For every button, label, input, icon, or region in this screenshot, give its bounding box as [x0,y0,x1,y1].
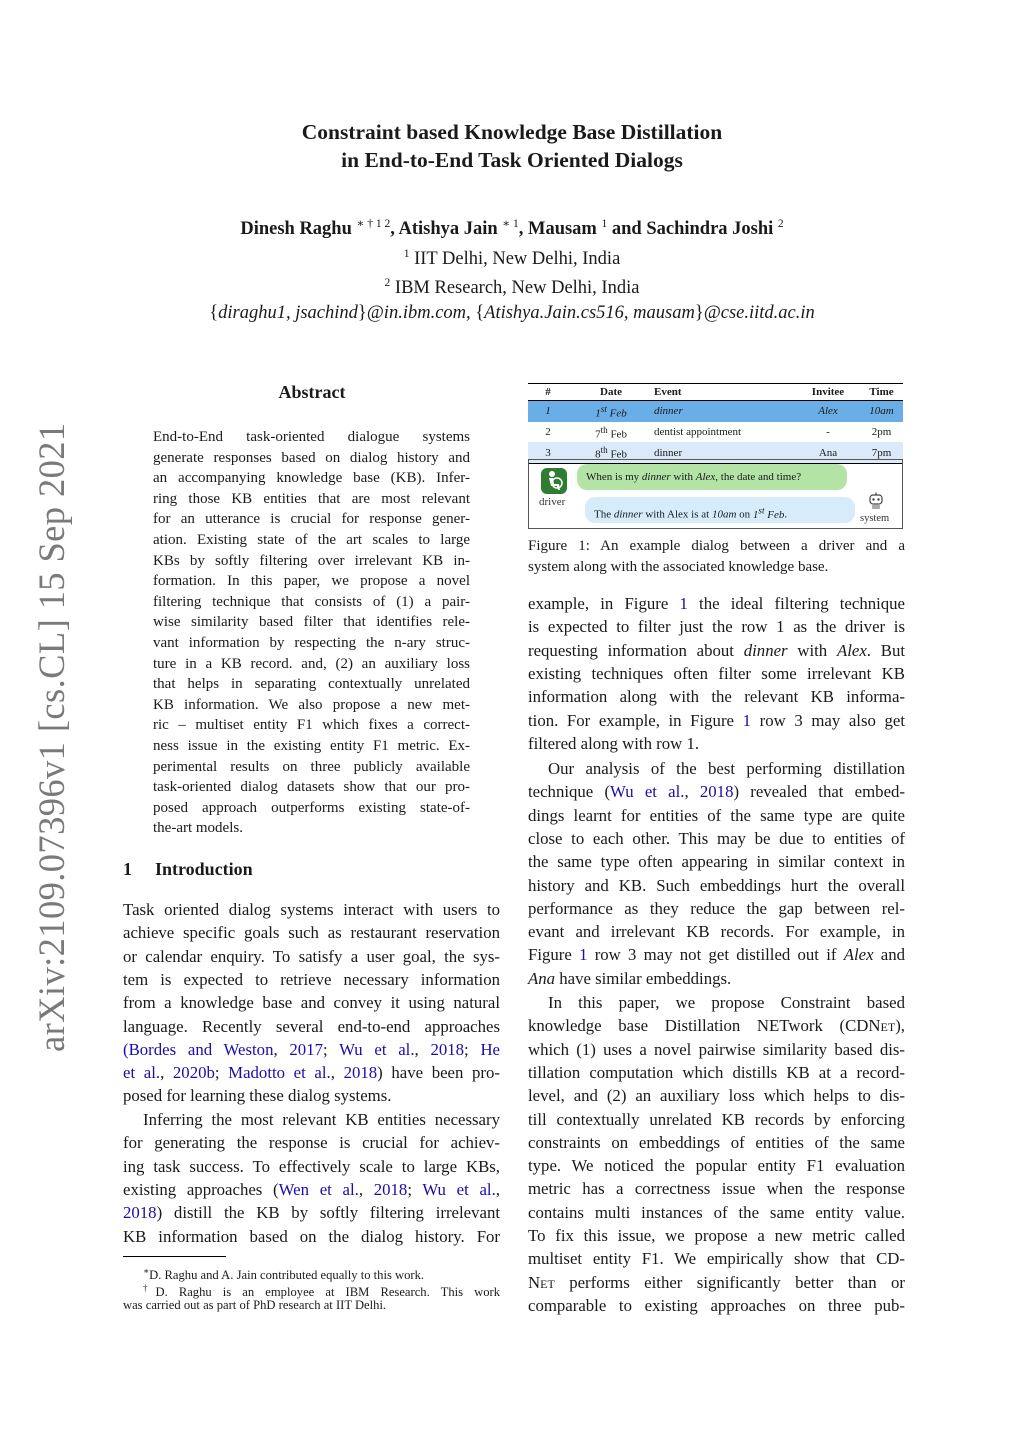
body-text: technique ( [528,782,611,802]
punctuation: , [358,1179,374,1199]
date-month: Feb [610,448,627,461]
body-line: constraints on embeddings of entities of the same [528,1132,905,1152]
table-cell [568,422,654,443]
date-day: 7 [595,428,601,441]
abstract-line: the-art models. [153,820,243,837]
author-marks: 1 [601,218,608,230]
body-line [528,1271,905,1294]
abstract-line: vant information by respecting the n-ary struc- [153,635,470,651]
abstract-line: an accompanying knowledge base (KB). Infer- [153,470,470,487]
body-line: is expected to filter just the row 1 as the driver is [528,617,905,637]
body-line [528,1014,905,1037]
dialog-example [528,459,903,529]
date-suffix: th [600,445,608,456]
footnote-text: D. Raghu is an employee at IBM Research. This work [155,1285,500,1300]
author-conjunction: and [611,219,647,240]
model-name: Net [528,1272,555,1292]
body-line: multiset entity F1. We empirically show that CD- [528,1249,905,1269]
citation-link[interactable]: He [480,1039,501,1059]
section-title: Introduction [155,859,253,879]
body-text: row 3 may not get distilled out if [587,945,844,965]
table-cell: Alex [796,401,860,422]
body-line: ing task success. To effectively scale to large KBs, [123,1156,500,1176]
body-text: performs either significantly better than or [554,1272,905,1292]
system-message [585,497,855,523]
body-line: tem is expected to retrieve necessary information [123,969,500,989]
message-text: The [594,508,614,521]
citation-text: ( [123,1039,129,1059]
affiliation-mark: 1 [403,247,410,260]
footnote-mark: ∗ [143,1266,150,1276]
section-number: 1 [123,859,132,879]
abstract-line: ness issue in the existing entity F1 metric. Ex- [153,738,470,754]
body-line: filtered along with row 1. [528,733,700,753]
caption-line: Figure 1: An example dialog between a driver and a [528,538,905,554]
driver-message [577,464,847,490]
body-line: tillation computation which distills KB at a record- [528,1062,905,1082]
body-line [528,592,905,615]
citation-link[interactable]: Wen et al. [278,1179,359,1199]
body-line: Our analysis of the best performing distillation [548,759,905,778]
body-line: the same type often appearing in similar context in [528,852,905,872]
knowledge-base-table [528,383,903,464]
body-line: In this paper, we propose Constraint based [548,993,905,1012]
punctuation: , [330,1063,344,1083]
figure-link[interactable]: 1 [579,945,588,965]
body-text: ) revealed that embed- [733,782,906,802]
author-marks: 2 [777,218,784,230]
citation-link[interactable]: 2018 [373,1179,408,1199]
message-text: on [736,508,753,521]
emphasis-text: Ana [528,968,556,988]
message-entity [752,505,785,521]
message-text: with [670,471,696,483]
table-cell: dinner [654,442,796,463]
abstract-line: filtering technique that consists of (1) a pair- [153,593,470,610]
table-cell: 2 [528,422,568,443]
author-block [100,212,924,325]
message-text: . [784,508,788,521]
affiliation [100,242,924,272]
abstract-line: generate responses based on dialog history and [153,449,470,466]
citation-link[interactable]: 2018 [343,1063,378,1083]
affiliation-text: IBM Research, New Delhi, India [394,278,640,299]
table-cell: 7pm [860,442,903,463]
abstract-line: formation. In this paper, we propose a novel [153,573,470,590]
author-name: Atishya Jain [398,219,498,240]
body-text: ) have been pro- [377,1063,500,1083]
body-text: example, in Figure [528,594,680,613]
caption-line: system along with the associated knowledge base. [528,558,829,575]
table-row [528,401,903,422]
body-text: with [787,640,837,660]
citation-link[interactable]: Madotto et al. [228,1063,331,1083]
message-text: , the date and time? [715,471,802,483]
date-day: 1 [595,407,601,420]
punctuation: , [273,1039,290,1059]
table-cell: 2pm [860,422,903,443]
email-users: diraghu1, jsachind [218,302,358,323]
punctuation: ; [322,1039,340,1059]
abstract-line: task-oriented dialog datasets show that our pro- [153,779,470,796]
body-line: or calendar enquiry. To satisfy a user goal, the sys- [123,946,500,966]
message-entity: 10am [711,508,737,521]
title-line: in End-to-End Task Oriented Dialogs [341,148,683,172]
message-entity: Alex [695,471,716,483]
figure-caption [528,536,905,577]
message-text: When is my [586,471,642,483]
punctuation: , [414,1039,431,1059]
figure-link[interactable]: 1 [742,710,751,730]
citation-text: Bordes and Weston [128,1039,274,1059]
body-line [528,780,905,803]
body-line: till contextually unrelated KB records by enforcing [528,1109,905,1129]
citation-link[interactable]: Wu et al. [422,1179,496,1199]
body-text: the ideal filtering technique [687,594,905,613]
robot-icon [868,492,884,510]
table-cell: - [796,422,860,443]
punctuation: ; [464,1039,481,1059]
message-entity-part: st [758,505,765,515]
citation-link[interactable]: Wu et al. [339,1039,415,1059]
body-line: type. We noticed the popular entity F1 evaluation [528,1156,905,1176]
citation-link[interactable]: 2018 [430,1039,465,1059]
abstract-line: ation. Existing state of the art scales to large [153,532,470,548]
abstract-line: ture in a KB record. and, (2) an auxiliary loss [153,655,470,672]
body-line: information along with the relevant KB informa- [528,687,905,707]
body-line: To fix this issue, we propose a new metric called [528,1226,905,1245]
author-names: Dinesh Raghu $^{∗ \dagger 1 2}$, Atishya Jain $^{∗ 1}$, Mausam $^1$ and Sachindra Joshi $^2$ [240,218,784,240]
body-line [123,1038,500,1061]
body-text: ), [895,1016,905,1036]
driver-icon [541,468,567,494]
driver-label: driver [539,496,566,508]
affiliation-mark: 2 [384,277,391,290]
abstract-heading: Abstract [278,382,346,402]
abstract-line: KBs by softly filtering over irrelevant KB in- [153,552,470,569]
date-day: 8 [595,448,601,461]
body-line [123,1201,500,1224]
author-emails: {diraghu1, jsachind}@in.ibm.com, {Atishya.Jain.cs516, mausam}@cse.iitd.ac.in [209,302,815,323]
section-heading [123,859,253,880]
abstract-line: KB information. We also propose a new met- [153,696,470,713]
citation-link[interactable]: 2018 [123,1203,157,1223]
message-entity: dinner [641,471,671,483]
body-line: close to each other. This may be due to entities of [528,828,905,848]
body-text: . But [866,640,905,660]
body-line: Task oriented dialog systems interact with users to [123,900,500,919]
citation-link[interactable] [123,1040,273,1059]
body-line: comparable to existing approaches on three pub- [528,1295,905,1315]
column-header: Event [654,386,682,398]
table-cell: dinner [654,401,796,422]
message-entity: dinner [613,508,643,521]
body-line [123,1178,500,1201]
message-text: with Alex is at [642,508,712,521]
punctuation: , [684,782,700,802]
abstract-line: that helps in separating contextually unrelated [153,676,470,693]
citation-link[interactable]: 2018 [699,782,734,802]
table-cell: 1 [528,401,568,422]
body-line: dings learnt for entities of the same type are quite [528,805,905,825]
body-line [528,967,905,990]
body-text: ) distill the KB by softly filtering irrelevant [156,1203,500,1223]
body-text: requesting information about [528,640,744,660]
message-entity-part: 1 [752,508,759,521]
body-line: for generating the response is crucial for achiev- [123,1133,500,1153]
body-text: Figure [528,945,580,965]
abstract-line: ring those KB entities that are most relevant [153,490,470,507]
body-text: and [873,945,905,965]
punctuation: , [495,1179,500,1199]
table-cell: 3 [528,442,568,463]
author-name: Dinesh Raghu [240,219,352,240]
body-text: have similar embeddings. [555,968,732,988]
body-text: knowledge base Distillation NETwork (CD [528,1016,869,1036]
column-header: # [545,386,551,398]
table-row [528,422,903,443]
abstract-line: ric – multiset entity F1 which fixes a correct- [153,717,470,734]
body-line [123,1061,500,1084]
table-cell: dentist appointment [654,422,796,443]
abstract-line: End-to-End task-oriented dialogue systems [153,429,470,445]
footnote-mark: † [143,1283,156,1293]
body-line [528,943,905,966]
citation-link[interactable]: 2020b [172,1063,215,1083]
date-month: Feb [610,428,627,441]
body-line: posed for learning these dialog systems. [123,1086,392,1106]
author-marks: ∗ 1 [502,218,519,230]
abstract-line: perimental results on three publicly available [153,758,470,775]
message-entity-part: Feb [764,508,785,521]
author-name: Sachindra Joshi [646,219,774,240]
column-header: Invitee [811,386,845,398]
body-line: level, and (2) an auxiliary loss which helps to dis- [528,1086,905,1106]
emphasis-text: Alex [836,640,867,660]
punctuation: , [160,1063,173,1083]
body-line: history and KB. Such embeddings hurt the overall [528,875,905,895]
body-line: Inferring the most relevant KB entities necessary [143,1110,500,1129]
date-suffix: th [600,424,608,435]
body-text: row 3 may also get [751,710,905,730]
column-header: Time [869,386,894,398]
body-line: contains multi instances of the same entity value. [528,1202,905,1222]
column-header: Date [600,386,622,398]
punctuation: ; [407,1179,423,1199]
table-cell [568,401,654,422]
body-line: from a knowledge base and convey it using natural [123,993,500,1013]
affiliation-text: IIT Delhi, New Delhi, India [414,248,621,269]
emphasis-text: dinner [743,640,788,660]
table-cell: 10am [860,401,903,422]
footnote-text: D. Raghu and A. Jain contributed equally to this work. [149,1268,425,1283]
body-line: evant and irrelevant KB records. For example, in [528,922,905,942]
email-domain: @in.ibm.com, [366,302,471,323]
title-line: Constraint based Knowledge Base Distillation [301,120,723,144]
body-text: tion. For example, in Figure [528,710,743,730]
author-name: Mausam [527,219,597,240]
footnote-divider [123,1256,226,1257]
date-month: Feb [609,407,627,420]
abstract-line: for an utterance is crucial for response gener- [153,511,470,528]
arxiv-identifier: arXiv:2109.07396v1 [cs.CL] 15 Sep 2021 [31,422,72,1052]
citation-link[interactable]: 2017 [289,1039,323,1059]
body-line: existing techniques often filter some irrelevant KB [528,663,905,683]
email-users: Atishya.Jain.cs516, mausam [484,302,695,323]
date-suffix: st [600,404,607,414]
body-line: metric has a correctness issue when the response [528,1179,905,1199]
affiliation [100,271,924,301]
footnote-continuation: was carried out as part of PhD research at IIT Delhi. [123,1298,387,1312]
table-header-row [528,384,903,401]
email-domain: @cse.iitd.ac.in [703,302,815,323]
punctuation: ; [214,1063,229,1083]
figure-link[interactable]: 1 [679,594,688,613]
abstract-line: posed approach outperforms existing state-of- [153,799,470,816]
system-label: system [860,513,890,524]
table-cell: Ana [796,442,860,463]
body-line: achieve specific goals such as restaurant reservation [123,923,500,943]
paper-title [150,118,874,174]
abstract-line: wise similarity based filter that identifies rele- [153,614,470,631]
body-line [528,709,905,732]
body-text: existing approaches ( [123,1179,279,1199]
author-marks: ∗ † 1 2 [356,218,391,230]
body-line: KB information based on the dialog history. For [123,1226,500,1246]
body-line: which (1) uses a novel pairwise similarity based dis- [528,1039,905,1059]
body-line: language. Recently several end-to-end approaches [123,1016,500,1036]
body-line: performance as they reduce the gap between rel- [528,898,905,918]
emphasis-text: Alex [843,945,874,965]
body-line [528,639,905,662]
model-name: Net [868,1016,896,1036]
citation-link[interactable]: et al. [123,1063,161,1083]
citation-link[interactable]: Wu et al. [610,782,685,802]
